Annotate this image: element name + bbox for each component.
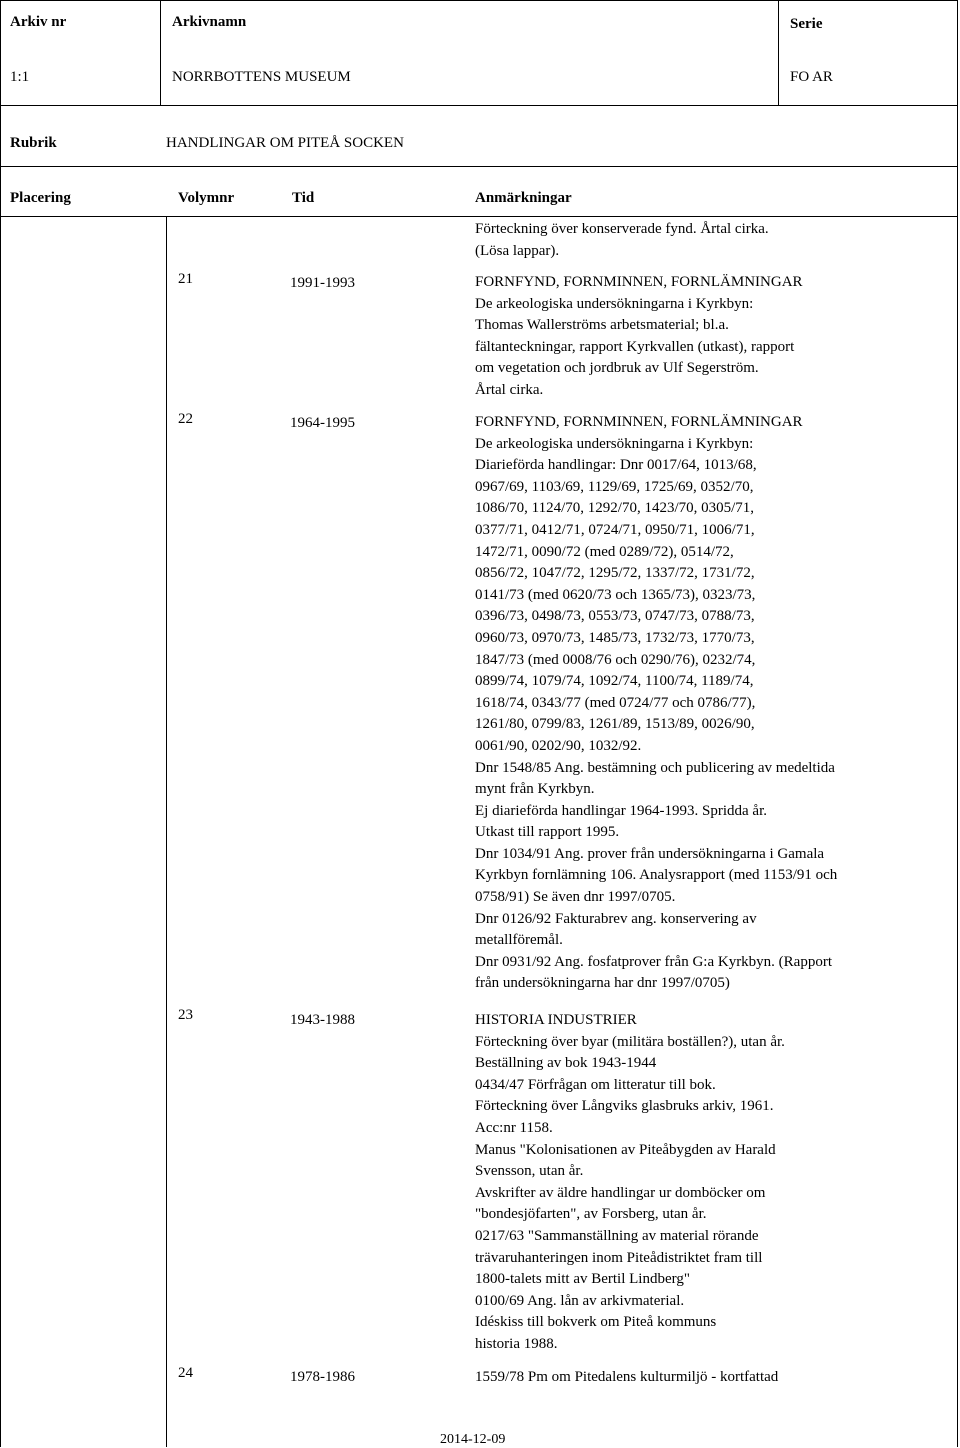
entry-remarks (475, 219, 769, 262)
remark-line: FORNFYND, FORNMINNEN, FORNLÄMNINGAR (475, 414, 803, 430)
tid-value: 1964-1995 (290, 415, 355, 431)
remark-line: Thomas Wallerströms arbetsmaterial; bl.a. (475, 317, 729, 334)
remark-line: De arkeologiska undersökningarna i Kyrkbyn: (475, 295, 754, 312)
tid-value: 1991-1993 (290, 275, 355, 291)
border-right (957, 0, 958, 1447)
remark-line: Kyrkbyn fornlämning 106. Analysrapport (med 1153/91 och (475, 867, 838, 884)
volymnr-value: 21 (178, 271, 193, 287)
remark-line: Förteckning över Långviks glasbruks arkiv, 1961. (475, 1098, 774, 1115)
column-header-anmarkningar: Anmärkningar (475, 190, 572, 206)
remark-line: Diarieförda handlingar: Dnr 0017/64, 1013/68, (475, 457, 757, 474)
volymnr-value: 22 (178, 411, 193, 427)
remark-line: 0396/73, 0498/73, 0553/73, 0747/73, 0788/73, (475, 608, 755, 625)
entry-remarks (475, 272, 803, 402)
remark-line: 0967/69, 1103/69, 1129/69, 1725/69, 0352/70, (475, 478, 754, 495)
remark-line: om vegetation och jordbruk av Ulf Segerström. (475, 360, 759, 377)
remark-line: Dnr 1548/85 Ang. bestämning och publicering av medeltida (475, 759, 835, 776)
remark-line: från undersökningarna har dnr 1997/0705) (475, 975, 730, 992)
remark-line: Idéskiss till bokverk om Piteå kommuns (475, 1314, 717, 1331)
remark-line: Svensson, utan år. (475, 1163, 584, 1180)
column-header-volymnr: Volymnr (178, 190, 235, 206)
remark-line: "bondesjöfarten", av Forsberg, utan år. (475, 1206, 707, 1223)
remark-line: 0960/73, 0970/73, 1485/73, 1732/73, 1770/73, (475, 629, 755, 646)
rubrik-value: HANDLINGAR OM PITEÅ SOCKEN (166, 135, 404, 151)
remark-line: 0758/91) Se även dnr 1997/0705. (475, 889, 676, 906)
tid-value: 1978-1986 (290, 1369, 355, 1385)
remark-line: Ej diarieförda handlingar 1964-1993. Spridda år. (475, 802, 768, 819)
divider-placering (166, 216, 167, 1447)
tid-value: 1943-1988 (290, 1012, 355, 1028)
remark-line: Dnr 0931/92 Ang. fosfatprover från G:a Kyrkbyn. (Rapport (475, 953, 833, 970)
remark-line: 1472/71, 0090/72 (med 0289/72), 0514/72, (475, 543, 734, 560)
remark-line: fältanteckningar, rapport Kyrkvallen (utkast), rapport (475, 338, 795, 355)
remark-line: metallföremål. (475, 932, 563, 949)
volymnr-value: 24 (178, 1365, 193, 1381)
remark-line: 0061/90, 0202/90, 1032/92. (475, 737, 642, 754)
arkivnamn-value: NORRBOTTENS MUSEUM (172, 69, 351, 85)
remark-line: De arkeologiska undersökningarna i Kyrkbyn: (475, 435, 754, 452)
remark-line: 1618/74, 0343/77 (med 0724/77 och 0786/77), (475, 694, 756, 711)
entry-remarks (475, 412, 837, 995)
rubrik-label: Rubrik (10, 135, 57, 151)
remark-line: Dnr 1034/91 Ang. prover från undersökningarna i Gamala (475, 845, 825, 862)
volymnr-value: 23 (178, 1007, 193, 1023)
remark-line: (Lösa lappar). (475, 242, 560, 259)
footer-date: 2014-12-09 (440, 1432, 506, 1447)
remark-line: Manus "Kolonisationen av Piteåbygden av Harald (475, 1141, 776, 1158)
remark-line: Förteckning över byar (militära boställen?), utan år. (475, 1033, 785, 1050)
border-left (0, 0, 1, 1447)
remark-line: FORNFYND, FORNMINNEN, FORNLÄMNINGAR (475, 274, 803, 290)
entry-remarks (475, 1367, 778, 1389)
remark-line: 0377/71, 0412/71, 0724/71, 0950/71, 1006/71, (475, 521, 755, 538)
divider-arkivnamn (160, 0, 161, 106)
remark-line: 0434/47 Förfrågan om litteratur till bok. (475, 1076, 716, 1093)
remark-line: Förteckning över konserverade fynd. Årtal cirka. (475, 221, 769, 237)
remark-line: Utkast till rapport 1995. (475, 824, 620, 841)
remark-line: 0899/74, 1079/74, 1092/74, 1100/74, 1189/74, (475, 673, 754, 690)
header-rule-1 (0, 105, 958, 106)
remark-line: 0100/69 Ang. lån av arkivmaterial. (475, 1292, 685, 1309)
remark-line: 1086/70, 1124/70, 1292/70, 1423/70, 0305/71, (475, 500, 755, 517)
serie-value: FO AR (790, 69, 833, 85)
remark-line: HISTORIA INDUSTRIER (475, 1012, 637, 1028)
arkiv-nr-value: 1:1 (10, 69, 30, 85)
remark-line: Avskrifter av äldre handlingar ur domböcker om (475, 1184, 766, 1201)
arkivnamn-label: Arkivnamn (172, 14, 247, 30)
remark-line: 1559/78 Pm om Pitedalens kulturmiljö - kortfattad (475, 1369, 779, 1385)
remark-line: trävaruhanteringen inom Piteådistriktet fram till (475, 1249, 763, 1266)
remark-line: Årtal cirka. (475, 381, 544, 398)
remark-line: 1261/80, 0799/83, 1261/89, 1513/89, 0026/90, (475, 716, 755, 733)
remark-line: historia 1988. (475, 1335, 558, 1352)
remark-line: 1800-talets mitt av Bertil Lindberg" (475, 1271, 690, 1288)
arkiv-nr-label: Arkiv nr (10, 14, 67, 30)
entry-remarks (475, 1010, 785, 1356)
remark-line: Dnr 0126/92 Fakturabrev ang. konservering av (475, 910, 757, 927)
header-rule-3 (0, 216, 958, 217)
remark-line: Acc:nr 1158. (475, 1119, 553, 1136)
divider-serie (778, 0, 779, 106)
header-rule-2 (0, 166, 958, 167)
remark-line: 0856/72, 1047/72, 1295/72, 1337/72, 1731/72, (475, 565, 755, 582)
remark-line: Beställning av bok 1943-1944 (475, 1055, 657, 1072)
remark-line: 1847/73 (med 0008/76 och 0290/76), 0232/74, (475, 651, 756, 668)
serie-label: Serie (790, 16, 823, 32)
remark-line: 0217/63 "Sammanställning av material rörande (475, 1227, 759, 1244)
remark-line: 0141/73 (med 0620/73 och 1365/73), 0323/73, (475, 586, 756, 603)
column-header-tid: Tid (292, 190, 315, 206)
remark-line: mynt från Kyrkbyn. (475, 781, 595, 798)
column-header-placering: Placering (10, 190, 71, 206)
header-rule-top (0, 0, 958, 1)
